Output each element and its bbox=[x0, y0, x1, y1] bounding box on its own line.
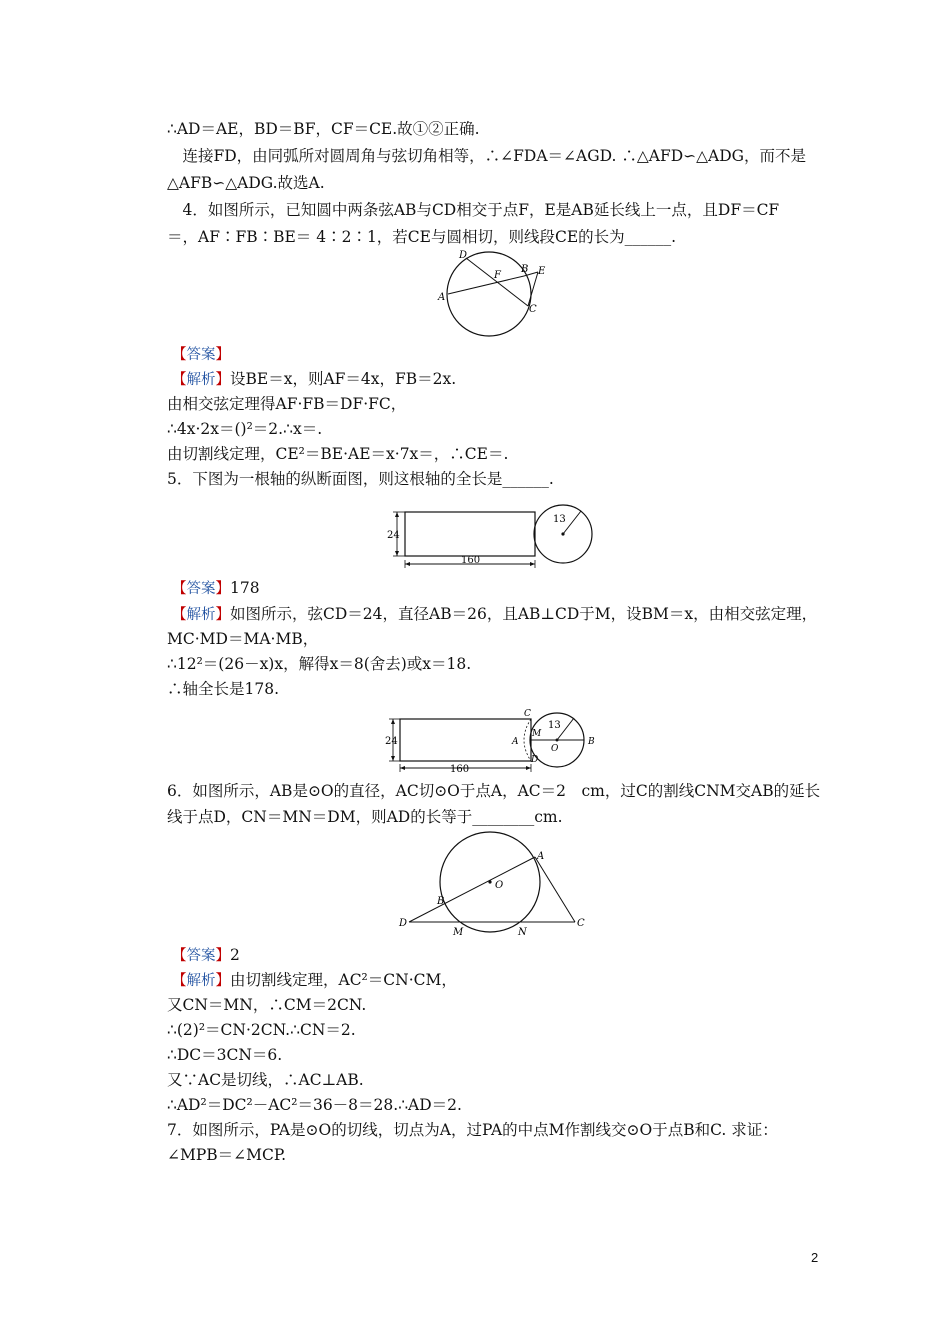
analysis-q6-line-4: ∴DC＝3CN＝6. bbox=[167, 1046, 283, 1064]
label-O: O bbox=[551, 744, 559, 754]
label-B: B bbox=[437, 896, 445, 907]
label-B: B bbox=[521, 264, 529, 275]
analysis-q5-line-1: 【解析】如图所示，弦CD＝24，直径AB＝26，且AB⊥CD于M，设BM＝x，由相交弦定理， bbox=[172, 605, 818, 623]
height-label: 24 bbox=[385, 736, 398, 747]
label-A: A bbox=[537, 851, 545, 862]
question-4-line-2: ＝，AF∶FB∶BE＝ 4∶2∶1，若CE与圆相切，则线段CE的长为______. bbox=[167, 228, 677, 246]
figure-q5-solution bbox=[385, 706, 605, 776]
analysis-q6-line-6: ∴AD²＝DC²－AC²＝36－8＝28.∴AD＝2. bbox=[167, 1096, 462, 1114]
analysis-q4-line-2: 由相交弦定理得AF·FB＝DF·FC， bbox=[167, 395, 407, 413]
answer-q6: 【答案】2 bbox=[172, 946, 240, 964]
answer-tag-q4: 【答案】 bbox=[172, 347, 230, 363]
figure-q4-intersecting-chords bbox=[430, 248, 560, 340]
label-M: M bbox=[532, 729, 542, 739]
question-4-line-1: 4．如图所示，已知圆中两条弦AB与CD相交于点F，E是AB延长线上一点，且DF＝CF bbox=[167, 201, 780, 219]
length-label: 160 bbox=[461, 555, 481, 566]
page-number: 2 bbox=[811, 1250, 819, 1265]
text-line-1: ∴AD＝AE，BD＝BF，CF＝CE.故①②正确. bbox=[167, 120, 480, 138]
analysis-q5-line-3: ∴12²＝(26－x)x，解得x＝8(舍去)或x＝18. bbox=[167, 655, 472, 673]
analysis-q6-line-5: 又∵AC是切线，∴AC⊥AB. bbox=[167, 1071, 364, 1089]
answer-q5: 【答案】178 bbox=[172, 579, 260, 597]
label-C: C bbox=[524, 709, 531, 719]
label-E: E bbox=[538, 266, 546, 277]
question-6-line-1: 6．如图所示，AB是⊙O的直径，AC切⊙O于点A，AC＝2 cm，过C的割线CNM交AB的延长 bbox=[167, 782, 821, 800]
question-5-line-1: 5．下图为一根轴的纵断面图，则这根轴的全长是______. bbox=[167, 470, 554, 488]
label-O: O bbox=[495, 880, 504, 891]
analysis-q6-line-1: 【解析】由切割线定理，AC²＝CN·CM， bbox=[172, 971, 457, 989]
text-line-3: △AFB∽△ADG.故选A. bbox=[167, 174, 325, 192]
label-N: N bbox=[518, 927, 527, 938]
figure-q6-secant bbox=[395, 828, 593, 938]
length-label: 160 bbox=[450, 764, 470, 775]
text-line-2: 连接FD，由同弧所对圆周角与弦切角相等，∴∠FDA＝∠AGD. ∴△AFD∽△ADG，而不是 bbox=[167, 147, 807, 165]
label-D: D bbox=[399, 918, 408, 929]
label-A: A bbox=[438, 292, 446, 303]
analysis-q6-line-2: 又CN＝MN，∴CM＝2CN. bbox=[167, 996, 367, 1014]
label-F: F bbox=[494, 270, 501, 281]
question-7-line-1: 7．如图所示，PA是⊙O的切线，切点为A，过PA的中点M作割线交⊙O于点B和C. 求证： bbox=[167, 1121, 778, 1139]
label-C: C bbox=[529, 304, 537, 315]
question-7-line-2: ∠MPB＝∠MCP. bbox=[167, 1146, 287, 1164]
label-B: B bbox=[588, 737, 595, 747]
label-D: D bbox=[459, 250, 468, 261]
analysis-q4-line-3: ∴4x·2x＝()²＝2.∴x＝. bbox=[167, 420, 323, 438]
analysis-q5-line-4: ∴轴全长是178. bbox=[167, 680, 280, 698]
label-A: A bbox=[512, 737, 519, 747]
analysis-q5-line-2: MC·MD＝MA·MB， bbox=[167, 630, 319, 648]
figure-q5-shaft bbox=[385, 498, 600, 572]
label-C: C bbox=[577, 918, 585, 929]
label-D: D bbox=[531, 755, 539, 765]
radius-label: 13 bbox=[553, 514, 566, 525]
radius-label: 13 bbox=[548, 720, 561, 731]
analysis-q4-line-1: 【解析】设BE＝x，则AF＝4x，FB＝2x. bbox=[172, 370, 457, 388]
analysis-q6-line-3: ∴(2)²＝CN·2CN.∴CN＝2. bbox=[167, 1021, 356, 1039]
height-label: 24 bbox=[387, 530, 400, 541]
analysis-q4-line-4: 由切割线定理，CE²＝BE·AE＝x·7x＝，∴CE＝. bbox=[167, 445, 509, 463]
label-M: M bbox=[453, 927, 464, 938]
question-6-line-2: 线于点D，CN＝MN＝DM，则AD的长等于________cm. bbox=[167, 808, 563, 826]
